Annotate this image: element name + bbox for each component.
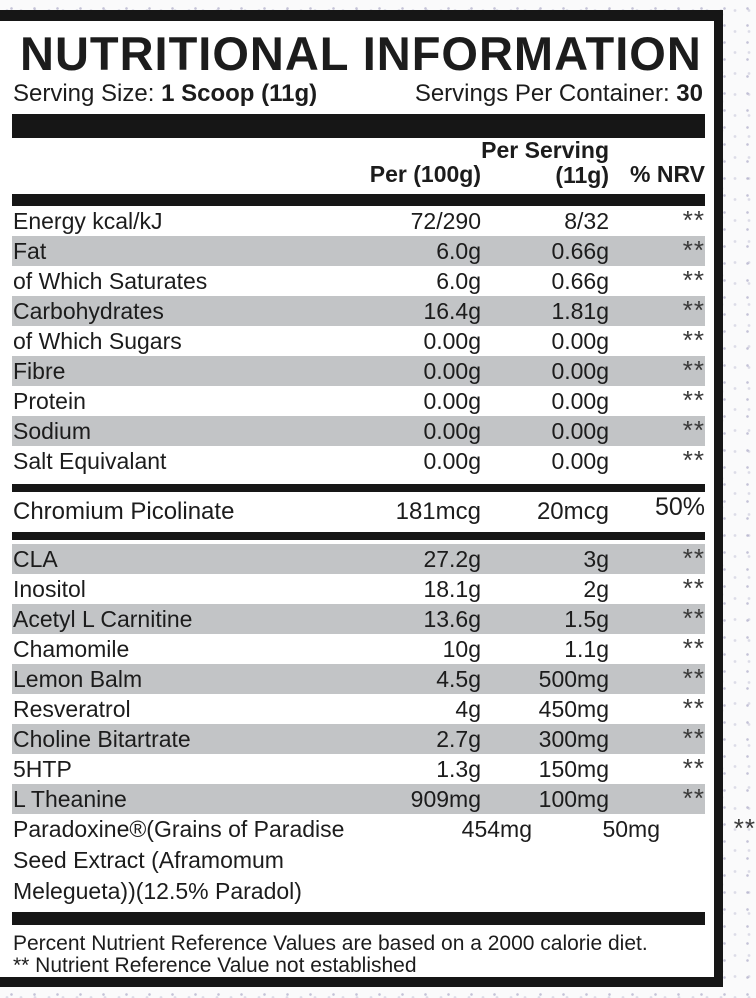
row-name: Salt Equivalant (13, 448, 167, 474)
column-header-per-serving: Per Serving (11g) (481, 137, 609, 188)
row-name: Chromium Picolinate (13, 498, 235, 525)
row-nrv: ** (682, 753, 705, 783)
row-per-100g: 16.4g (423, 298, 481, 324)
table-row (12, 724, 705, 754)
table-row (12, 446, 705, 476)
row-nrv: ** (682, 295, 705, 325)
divider-thick-top (12, 114, 705, 138)
table-column-headers (12, 138, 705, 194)
row-per-100g: 6.0g (436, 268, 481, 294)
row-per-100g: 0.00g (423, 328, 481, 354)
row-nrv: ** (682, 385, 705, 415)
serving-size-label: Serving Size: (13, 80, 155, 107)
row-per-serving: 0.00g (551, 358, 609, 384)
row-name: Paradoxine®(Grains of Paradise Seed Extract (Aframomum Melegueta))(12.5% Paradol) (13, 816, 345, 904)
row-per-serving: 20mcg (536, 498, 609, 525)
nutrients-section (12, 206, 705, 476)
table-row (12, 694, 705, 724)
row-per-100g: 181mcg (395, 498, 481, 525)
table-row (12, 784, 705, 814)
row-per-serving: 0.00g (551, 418, 609, 444)
section-gap (12, 476, 705, 484)
row-per-100g: 13.6g (423, 606, 481, 632)
row-per-100g: 909mg (410, 786, 481, 812)
table-row (12, 416, 705, 446)
row-name: Fat (13, 238, 47, 264)
table-row (12, 386, 705, 416)
table-row (12, 266, 705, 296)
servings-per-container (415, 81, 703, 107)
row-per-serving: 1.5g (564, 606, 609, 632)
row-per-100g: 0.00g (423, 448, 481, 474)
table-row (12, 604, 705, 634)
row-per-serving: 8/32 (564, 208, 609, 234)
row-name: Energy kcal/kJ (13, 208, 163, 234)
row-nrv: ** (682, 723, 705, 753)
row-per-100g: 72/290 (410, 208, 481, 234)
footnote-not-established: ** Nutrient Reference Value not established (13, 954, 417, 977)
row-per-serving: 0.66g (551, 238, 609, 264)
row-per-100g: 2.7g (436, 726, 481, 752)
row-name: Resveratrol (13, 696, 131, 722)
row-nrv: ** (682, 265, 705, 295)
row-per-serving: 0.00g (551, 328, 609, 354)
row-nrv: ** (682, 325, 705, 355)
row-name: Sodium (13, 418, 91, 444)
row-per-100g: 10g (442, 636, 481, 662)
row-per-100g: 0.00g (423, 418, 481, 444)
serving-info-row (12, 81, 705, 107)
row-per-serving: 3g (583, 546, 609, 572)
table-row (12, 296, 705, 326)
row-name: Carbohydrates (13, 298, 164, 324)
row-per-100g: 4.5g (436, 666, 481, 692)
row-nrv: ** (682, 543, 705, 573)
row-per-100g: 4g (455, 696, 481, 722)
row-nrv: ** (682, 235, 705, 265)
table-row (12, 544, 705, 574)
table-row (12, 754, 705, 784)
row-nrv: ** (682, 603, 705, 633)
row-per-serving: 0.00g (551, 388, 609, 414)
divider-thin-below-chromium (12, 532, 705, 540)
footnotes (12, 933, 705, 977)
row-nrv: ** (682, 633, 705, 663)
row-name: Protein (13, 388, 86, 414)
column-header-per-100g: Per (100g) (369, 161, 481, 187)
row-nrv: ** (682, 783, 705, 813)
serving-size-value: 1 Scoop (11g) (161, 80, 318, 107)
row-name: L Theanine (13, 786, 127, 812)
row-per-100g: 454mg (461, 816, 532, 842)
row-per-100g: 0.00g (423, 358, 481, 384)
row-per-serving: 1.1g (564, 636, 609, 662)
divider-thick-bottom (12, 912, 705, 925)
row-per-serving: 300mg (538, 726, 609, 752)
row-name: Lemon Balm (13, 666, 143, 692)
row-name: Choline Bitartrate (13, 726, 191, 752)
table-row (12, 574, 705, 604)
row-per-100g: 1.3g (436, 756, 481, 782)
row-name: Chamomile (13, 636, 130, 662)
row-per-serving: 150mg (538, 756, 609, 782)
table-row-paradoxine (12, 813, 756, 912)
servings-per-container-value: 30 (676, 80, 703, 107)
row-nrv: ** (733, 813, 756, 843)
footnote-nrv-basis: Percent Nutrient Reference Values are based on a 2000 calorie diet. (13, 932, 648, 955)
row-nrv: ** (682, 573, 705, 603)
row-per-serving: 2g (583, 576, 609, 602)
nutrition-label (0, 10, 756, 987)
column-header-nrv: % NRV (630, 161, 705, 187)
row-per-serving: 0.66g (551, 268, 609, 294)
row-per-100g: 0.00g (423, 388, 481, 414)
row-name: Acetyl L Carnitine (13, 606, 193, 632)
serving-size (13, 81, 317, 107)
row-nrv: 50% (654, 493, 705, 521)
table-row (12, 206, 705, 236)
row-name: 5HTP (13, 756, 72, 782)
label-content (0, 27, 756, 977)
table-row-chromium (12, 493, 705, 531)
row-per-serving: 50mg (602, 816, 660, 842)
row-name: CLA (13, 546, 58, 572)
table-row (12, 664, 705, 694)
table-row (12, 236, 705, 266)
row-per-serving: 450mg (538, 696, 609, 722)
row-per-serving: 100mg (538, 786, 609, 812)
row-per-100g: 27.2g (423, 546, 481, 572)
ingredients-section (12, 544, 705, 814)
row-nrv: ** (682, 693, 705, 723)
row-name: of Which Sugars (13, 328, 182, 354)
row-nrv: ** (682, 663, 705, 693)
row-per-serving: 500mg (538, 666, 609, 692)
row-per-100g: 6.0g (436, 238, 481, 264)
row-nrv: ** (682, 445, 705, 475)
row-nrv: ** (682, 205, 705, 235)
row-per-serving: 0.00g (551, 448, 609, 474)
page-title: NUTRITIONAL INFORMATION (20, 27, 702, 80)
table-row (12, 356, 705, 386)
row-name: Inositol (13, 576, 86, 602)
table-row (12, 634, 705, 664)
divider-header (12, 194, 705, 206)
row-nrv: ** (682, 415, 705, 445)
row-per-serving: 1.81g (551, 298, 609, 324)
divider-thin-above-chromium (12, 484, 705, 492)
row-per-100g: 18.1g (423, 576, 481, 602)
row-nrv: ** (682, 355, 705, 385)
table-row (12, 326, 705, 356)
row-name: of Which Saturates (13, 268, 208, 294)
row-name: Fibre (13, 358, 66, 384)
servings-per-container-label: Servings Per Container: (414, 80, 670, 107)
